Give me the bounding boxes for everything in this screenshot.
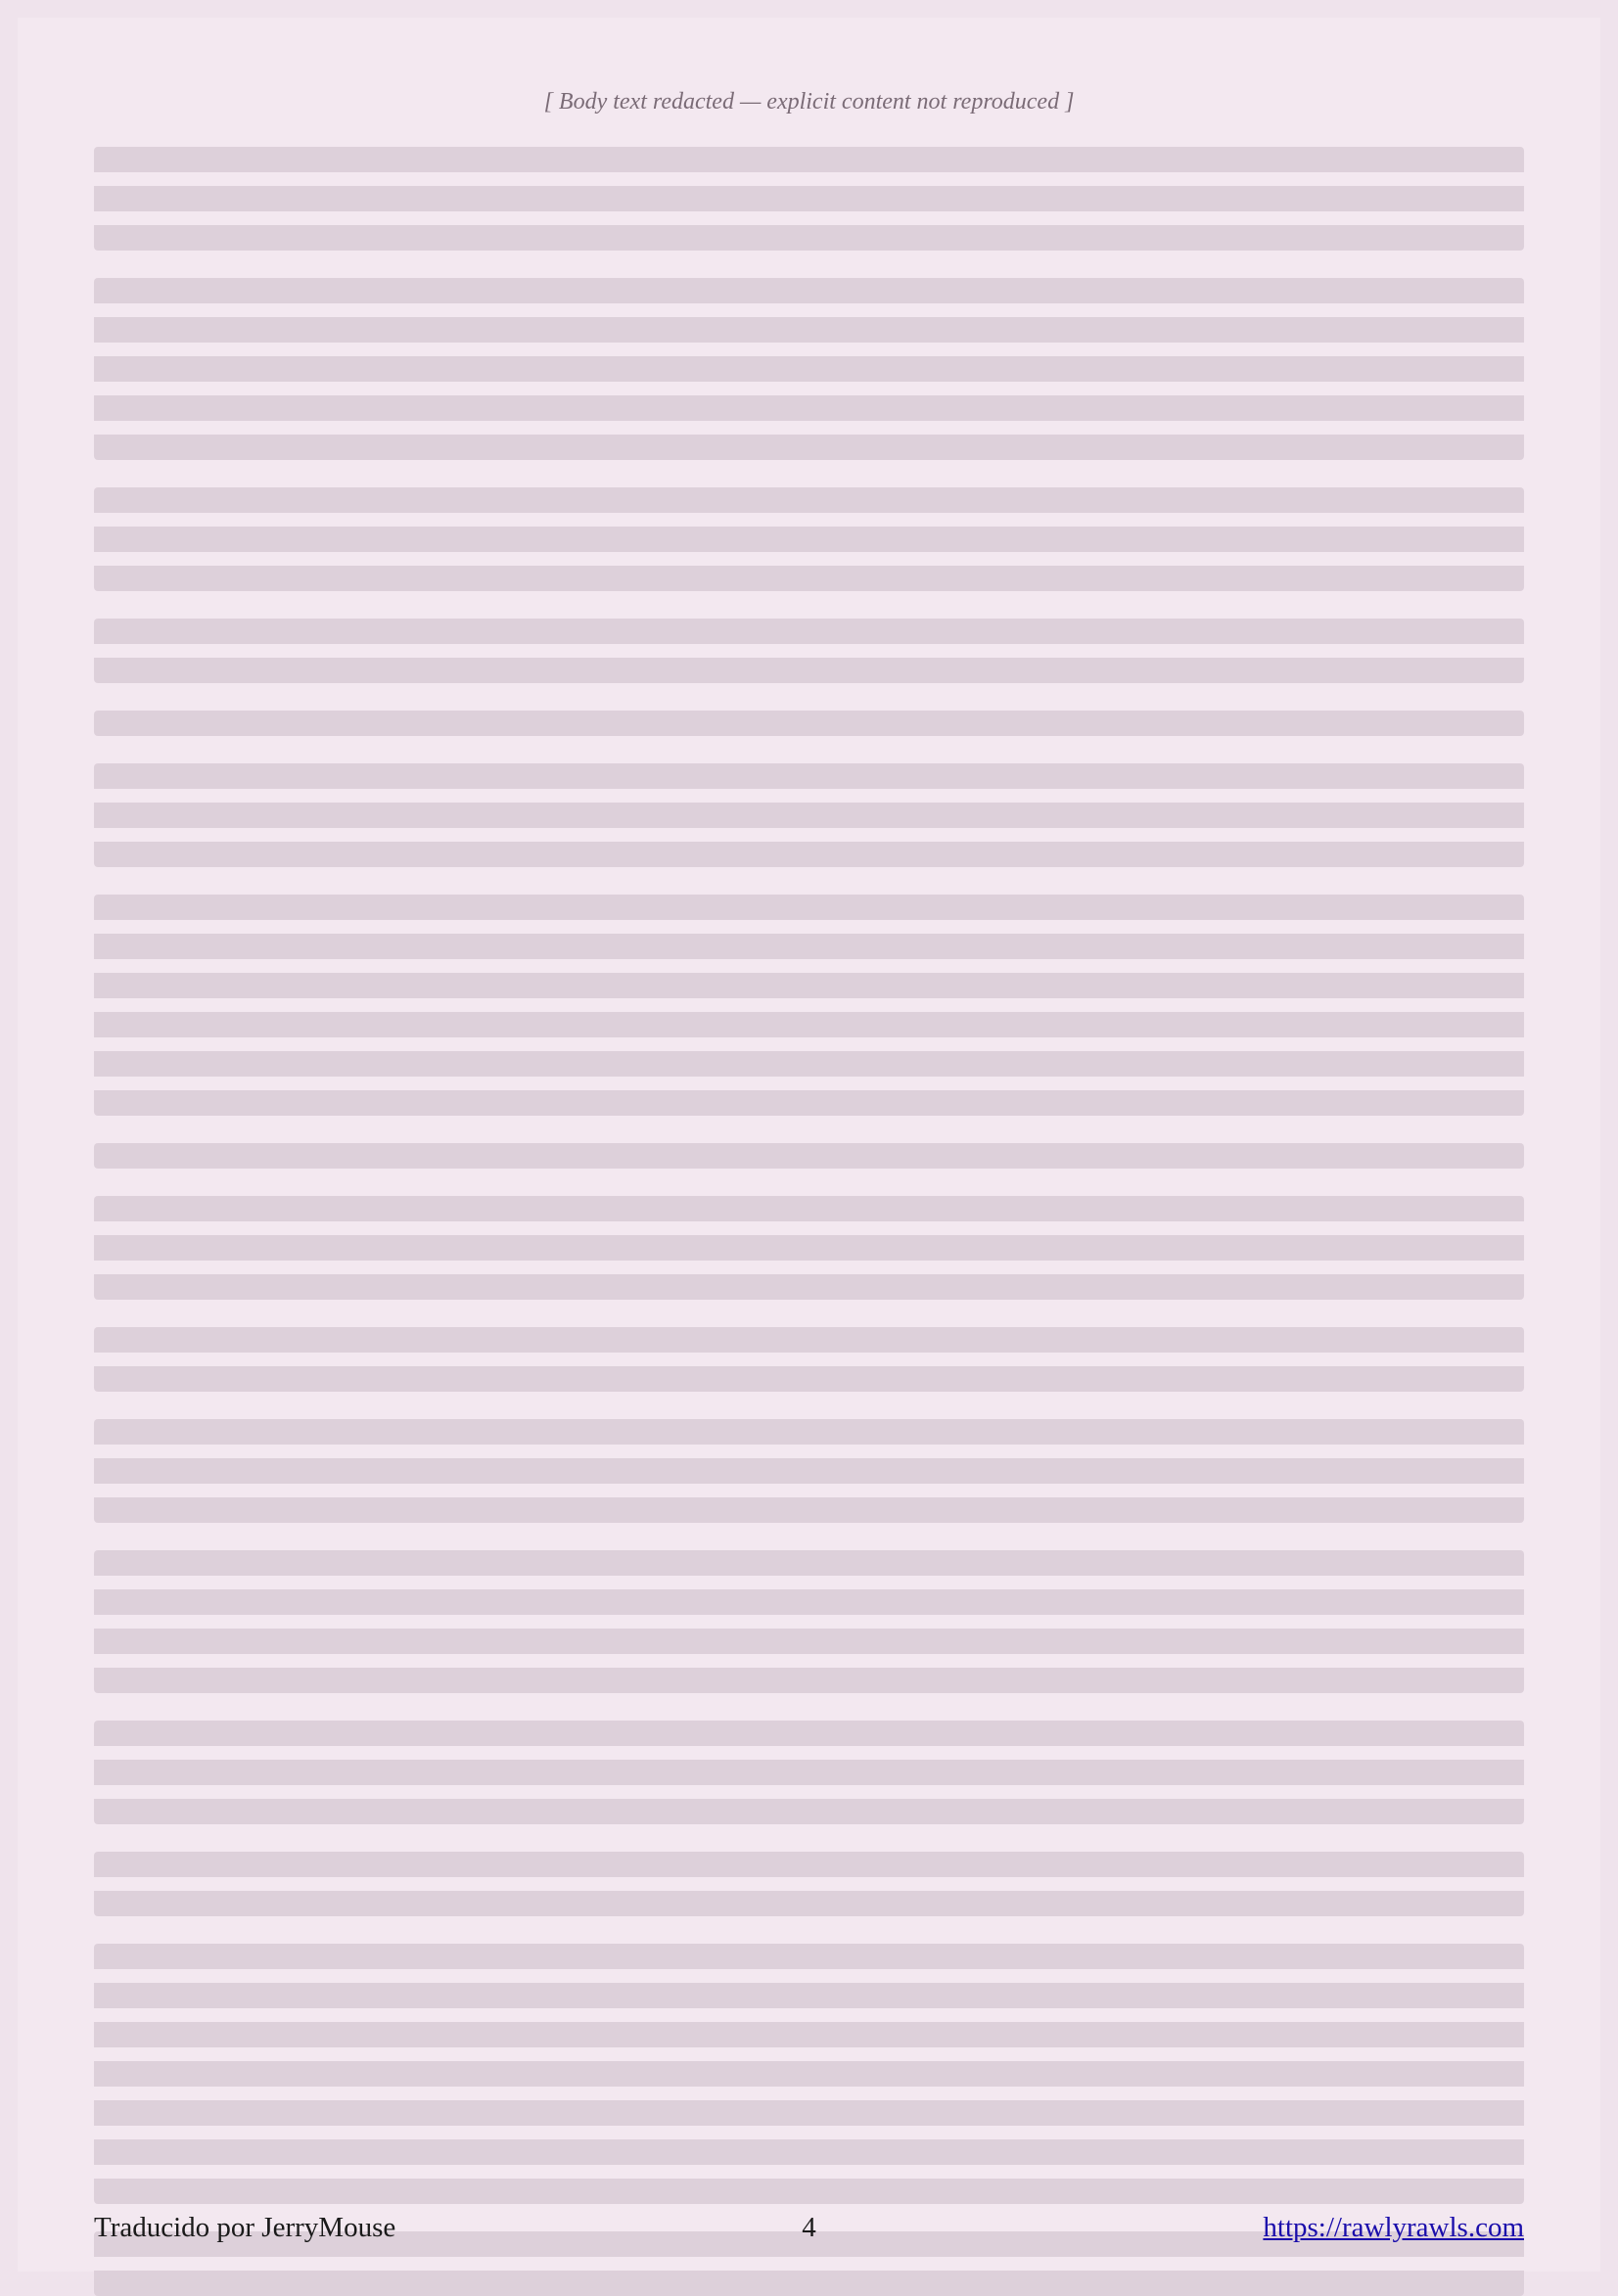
redacted-paragraph (94, 895, 1524, 1116)
translator-credit: Traducido por JerryMouse (94, 2212, 396, 2243)
redacted-paragraph (94, 487, 1524, 591)
redacted-paragraph (94, 1419, 1524, 1523)
redacted-paragraph (94, 278, 1524, 460)
redacted-paragraph (94, 1327, 1524, 1392)
page-footer (94, 2212, 1524, 2244)
document-page (18, 18, 1600, 2272)
redacted-paragraph (94, 1721, 1524, 1824)
redacted-paragraph (94, 1196, 1524, 1300)
redacted-paragraph (94, 147, 1524, 251)
redacted-paragraph (94, 619, 1524, 683)
redacted-paragraph (94, 763, 1524, 867)
redacted-paragraph (94, 1852, 1524, 1916)
page-number: 4 (802, 2212, 816, 2243)
redacted-paragraph (94, 1944, 1524, 2204)
redacted-paragraph (94, 1550, 1524, 1693)
redaction-notice: [ Body text redacted — explicit content not reproduced ] (543, 89, 1075, 115)
source-link[interactable]: https://rawlyrawls.com (1263, 2212, 1524, 2243)
page-body (94, 76, 1524, 2183)
redacted-paragraph (94, 1143, 1524, 1169)
redacted-paragraph (94, 711, 1524, 736)
